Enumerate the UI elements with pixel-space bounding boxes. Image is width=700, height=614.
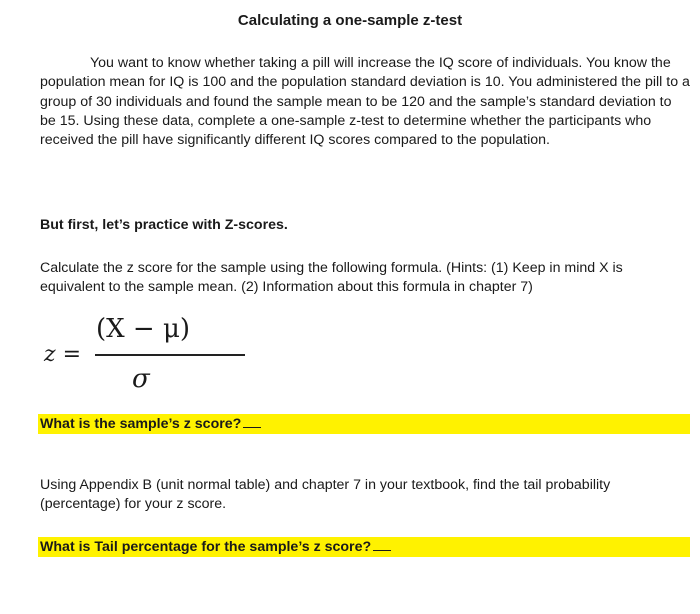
answer-blank-z-score[interactable] <box>243 414 261 428</box>
question-tail-percentage <box>38 537 690 557</box>
formula-denominator: σ <box>132 364 150 394</box>
formula-equals: = <box>62 342 82 367</box>
intro-paragraph: You want to know whether taking a pill will increase the IQ score of individuals. You know the population mean for IQ is 100 and the population standard deviation is 10. You administered the pill to a group of 30 individuals and found the sample mean to be 120 and the sample’s standard deviation to be 15. Using these data, complete a one-sample z-test to determine whether the participants who received the pill have significantly different IQ scores compared to the population. <box>40 55 690 149</box>
formula-lhs <box>44 342 81 367</box>
section-subheading: But first, let’s practice with Z-scores. <box>40 217 288 233</box>
fraction-bar <box>95 354 245 356</box>
question-tail-percentage-text: What is Tail percentage for the sample’s z score? <box>40 539 372 555</box>
z-score-formula <box>40 312 240 402</box>
formula-z-symbol: z <box>44 342 56 367</box>
document-title: Calculating a one-sample z-test <box>237 12 463 29</box>
formula-numerator: (X − μ) <box>96 314 191 344</box>
question-z-score-text: What is the sample’s z score? <box>40 416 242 432</box>
answer-blank-tail-percentage[interactable] <box>373 537 391 551</box>
instruction-paragraph: Calculate the z score for the sample using the following formula. (Hints: (1) Keep in mind X is equivalent to the sample mean. (2) Information about this formula in chapter 7) <box>40 260 623 296</box>
appendix-paragraph: Using Appendix B (unit normal table) and chapter 7 in your textbook, find the tail probability (percentage) for your z score. <box>40 477 611 513</box>
question-z-score <box>38 414 690 434</box>
